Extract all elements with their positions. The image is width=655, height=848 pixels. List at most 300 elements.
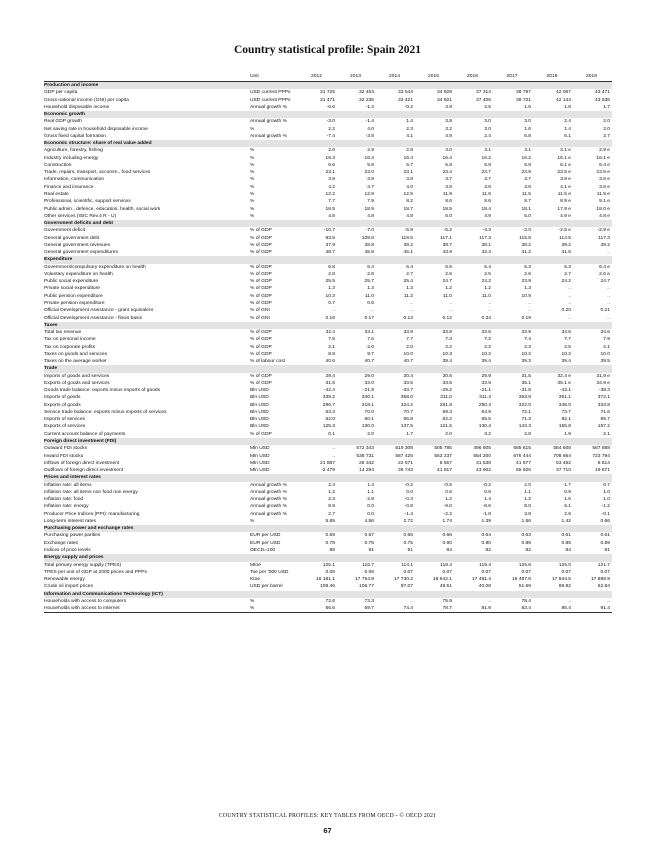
table-row xyxy=(44,518,612,525)
value-cell: 324.2 xyxy=(400,402,413,408)
header-year: 2015 xyxy=(415,73,454,82)
value-cell: 311.0 xyxy=(440,395,452,401)
value-cell: 40.7 xyxy=(364,359,374,365)
table-row xyxy=(44,242,612,249)
value-cell: 73.3 xyxy=(364,598,374,604)
unit-cell: Annual growth % xyxy=(250,133,287,139)
section-title: Prices and interest rates xyxy=(44,474,612,481)
unit-cell: % of GDP xyxy=(250,380,272,386)
value-cell: 49.51 xyxy=(439,584,452,590)
table-row xyxy=(44,351,612,358)
value-cell: 6.8 xyxy=(328,264,335,270)
value-cell: 119.4 xyxy=(479,562,491,568)
value-cell: 0.16 xyxy=(325,315,335,321)
value-cell: 40.7 xyxy=(403,359,413,365)
unit-cell: % xyxy=(250,605,298,613)
value-cell: 41 877 xyxy=(516,460,531,466)
value-cell: 3.8 xyxy=(406,177,413,183)
value-cell: 48.7 xyxy=(325,250,335,256)
value-cell: .. xyxy=(410,300,413,306)
value-cell: -0.2 xyxy=(482,482,491,488)
table-row xyxy=(44,511,612,518)
indicator-cell: Net saving rate in household disposable income xyxy=(44,126,148,132)
value-cell: 2.9 e xyxy=(599,148,610,154)
indicator-cell: Agriculture, forestry, fishing xyxy=(44,148,103,154)
indicator-cell: Government deficit xyxy=(44,228,86,234)
table-row xyxy=(44,300,612,307)
value-cell: 106.77 xyxy=(359,584,374,590)
value-cell: 93.5 xyxy=(325,235,335,241)
indicator-cell: Long-term interest rates xyxy=(44,518,96,524)
indicator-cell: Tax on personal income xyxy=(44,337,96,343)
value-cell: 82.1 xyxy=(561,417,571,423)
value-cell: -0.1 xyxy=(601,511,610,517)
indicator-cell: Finance and insurance xyxy=(44,184,94,190)
value-cell: 23.1 xyxy=(403,170,413,176)
value-cell: 4.9 e xyxy=(560,213,571,219)
unit-cell: Annual growth % xyxy=(250,497,287,503)
value-cell: 16.3 xyxy=(325,155,335,161)
value-cell: .. xyxy=(449,308,452,314)
value-cell: 1.3 xyxy=(328,286,335,292)
value-cell: 109.46 xyxy=(320,584,335,590)
section-row xyxy=(44,365,612,372)
value-cell: 73.7 xyxy=(561,409,571,415)
value-cell: 723 794 xyxy=(592,453,610,459)
unit-cell: % xyxy=(250,598,255,604)
value-cell: 16.4 xyxy=(364,155,374,161)
value-cell: 0.66 xyxy=(600,518,610,524)
value-cell: 0.34 xyxy=(481,315,491,321)
value-cell: 1.42 xyxy=(561,518,571,524)
value-cell: -21.9 xyxy=(362,388,374,394)
value-cell: 78.4 xyxy=(521,598,531,604)
value-cell: 23.0 xyxy=(364,170,374,176)
value-cell: 1.6 xyxy=(564,497,571,503)
value-cell: 143.3 xyxy=(518,424,531,430)
value-cell: -9.0 xyxy=(443,504,452,510)
table-row xyxy=(44,482,612,489)
value-cell: 0.90 xyxy=(442,540,452,546)
value-cell: 4.9 xyxy=(445,133,452,139)
value-cell: 2.3 xyxy=(524,344,531,350)
section-title: Foreign direct investment (FDI) xyxy=(44,438,612,445)
value-cell: 84 xyxy=(565,548,571,553)
unit-cell: Annual growth % xyxy=(250,104,287,110)
section-title: Information and Communications Technology (ICT) xyxy=(44,591,612,598)
value-cell: 3.9 xyxy=(367,177,374,183)
value-cell: 59.3 xyxy=(442,409,452,415)
value-cell: 6.6 xyxy=(328,162,335,168)
table-row xyxy=(44,278,612,285)
value-cell: 39.2 xyxy=(403,242,413,248)
value-cell: 29.0 xyxy=(364,373,374,379)
value-cell: 3.8 xyxy=(524,184,531,190)
value-cell: -2 479 xyxy=(321,468,335,474)
value-cell: -38.3 xyxy=(598,388,610,394)
value-cell: 11.5 xyxy=(521,191,531,197)
table-row xyxy=(44,162,612,169)
value-cell: 38.1 xyxy=(481,242,491,248)
value-cell: 34.9 e xyxy=(596,380,610,386)
table-row xyxy=(44,431,612,438)
value-cell: 17 481.4 xyxy=(471,577,491,583)
value-cell: 24.7 xyxy=(600,279,610,285)
value-cell: 1.6 xyxy=(524,126,531,132)
unit-cell: Bln USD xyxy=(250,409,269,415)
value-cell: 66.8 xyxy=(403,417,413,423)
value-cell: 2.0 xyxy=(367,431,374,437)
value-cell: 29.9 xyxy=(481,373,491,379)
value-cell: 119.5 xyxy=(401,235,413,241)
indicator-cell: Households with access to internet xyxy=(44,605,250,613)
table-row xyxy=(44,249,612,256)
value-cell: 3.8 xyxy=(524,511,531,517)
value-cell: 37 314 xyxy=(476,90,491,96)
value-cell: 41 917 xyxy=(437,468,452,474)
indicator-cell: Outward FDI stocks xyxy=(44,446,87,452)
value-cell: 2.1 xyxy=(603,431,610,437)
value-cell: 1.3 xyxy=(367,286,374,292)
value-cell: 10.2 xyxy=(481,351,491,357)
value-cell: -4.3 xyxy=(482,228,491,234)
value-cell: 23.7 xyxy=(481,170,491,176)
indicator-cell: Exports of services xyxy=(44,424,86,430)
indicator-cell: Public pension expenditure xyxy=(44,293,103,299)
unit-cell: Mln USD xyxy=(250,446,270,452)
value-cell: 1.39 xyxy=(481,518,491,524)
value-cell: 2.9 xyxy=(367,148,374,154)
value-cell: 2.4 xyxy=(564,119,571,125)
indicator-cell: Goods trade balance: exports minus imports of goods xyxy=(44,388,161,394)
table-row xyxy=(44,423,612,430)
header-year: 2012 xyxy=(298,73,337,82)
value-cell: 554 200 xyxy=(473,453,491,459)
value-cell: 587 426 xyxy=(395,453,413,459)
unit-cell: % xyxy=(250,206,255,212)
value-cell: 1.74 xyxy=(442,518,452,524)
value-cell: 0.69 xyxy=(325,533,335,539)
value-cell: .. xyxy=(410,598,413,604)
value-cell: .. xyxy=(607,315,610,321)
value-cell: 4.2 xyxy=(328,184,335,190)
value-cell: 4.1 e xyxy=(560,184,571,190)
section-row xyxy=(44,438,612,445)
value-cell: 115.8 xyxy=(519,235,531,241)
value-cell: 3.1 xyxy=(524,148,531,154)
value-cell: .. xyxy=(607,286,610,292)
value-cell: 4.8 e xyxy=(599,213,610,219)
section-row xyxy=(44,525,612,532)
value-cell: 587 888 xyxy=(592,446,610,452)
value-cell: .. xyxy=(332,446,335,452)
unit-cell: Toe per '000 USD xyxy=(250,569,289,575)
unit-cell: % of GNI xyxy=(250,308,270,314)
section-title: Production and income xyxy=(44,82,612,90)
value-cell: 11.5 e xyxy=(557,191,571,197)
value-cell: 553 237 xyxy=(434,453,452,459)
value-cell: 10.3 xyxy=(442,351,452,357)
value-cell: 0.61 xyxy=(561,533,571,539)
value-cell: 0.07 xyxy=(561,569,571,575)
value-cell: 0.0 xyxy=(367,504,374,510)
value-cell: -33.7 xyxy=(401,388,413,394)
value-cell: 391.1 xyxy=(558,395,571,401)
value-cell: 676 444 xyxy=(513,453,531,459)
table-row xyxy=(44,467,612,474)
value-cell: 42 067 xyxy=(556,90,571,96)
indicator-cell: General government debt xyxy=(44,235,100,241)
indicator-cell: Inflation rate: all items xyxy=(44,482,92,488)
value-cell: 16.2 xyxy=(521,155,531,161)
indicator-cell: Public social expenditure xyxy=(44,279,99,285)
section-row xyxy=(44,82,612,90)
value-cell: 4.8 xyxy=(367,213,374,219)
value-cell: 8.6 xyxy=(445,199,452,205)
value-cell: -7.0 xyxy=(365,228,374,234)
indicator-cell: Inflation rate: all items non food non energy xyxy=(44,489,138,495)
value-cell: 0.9 xyxy=(564,489,571,495)
value-cell: 38.8 xyxy=(364,242,374,248)
value-cell: 25.5 xyxy=(325,279,335,285)
value-cell: 7.2 xyxy=(484,337,491,343)
value-cell: 35.1 e xyxy=(557,380,571,386)
indicator-cell: Taxes on goods and services xyxy=(44,351,108,357)
value-cell: 1.8 xyxy=(564,104,571,110)
value-cell: 64.9 xyxy=(481,409,491,415)
indicator-cell: Taxes on the average worker xyxy=(44,359,107,365)
value-cell: 31 538 xyxy=(476,460,491,466)
value-cell: 53 462 xyxy=(556,460,571,466)
value-cell: 519 308 xyxy=(395,446,413,452)
value-cell: 353.9 xyxy=(518,395,531,401)
unit-cell: % of GDP xyxy=(250,250,272,256)
value-cell: 23.1 xyxy=(325,170,335,176)
value-cell: 17 754.8 xyxy=(354,577,374,583)
value-cell: -3.0 xyxy=(326,119,335,125)
value-cell: 116.7 xyxy=(362,562,374,568)
unit-cell: % of GDP xyxy=(250,431,272,437)
value-cell: 3.2 xyxy=(445,126,452,132)
value-cell: 30.4 xyxy=(403,373,413,379)
value-cell: 6.1 xyxy=(564,133,571,139)
unit-cell: Bln USD xyxy=(250,417,269,423)
value-cell: .. xyxy=(332,308,335,314)
unit-cell: % xyxy=(250,199,255,205)
unit-cell: Mln USD xyxy=(250,468,270,474)
table-row xyxy=(44,583,612,590)
value-cell: 8.0 xyxy=(524,504,531,510)
value-cell: 16 181.1 xyxy=(315,577,335,583)
value-cell: 0.67 xyxy=(364,533,374,539)
indicator-cell: Imports of services xyxy=(44,417,86,423)
unit-cell: % xyxy=(250,162,255,168)
table-row xyxy=(44,315,612,322)
indicator-cell: Official Development Assistance - flows basis xyxy=(44,315,143,321)
value-cell: 2.6 xyxy=(445,271,452,277)
table-row xyxy=(44,169,612,176)
value-cell: 33.9 xyxy=(403,330,413,336)
value-cell: 0.13 xyxy=(403,315,413,321)
value-cell: 75.9 xyxy=(442,598,452,604)
value-cell: -2.2 xyxy=(443,511,452,517)
value-cell: 2.6 xyxy=(524,271,531,277)
value-cell: -5.9 xyxy=(404,228,413,234)
section-row xyxy=(44,322,612,329)
value-cell: 5.9 xyxy=(484,162,491,168)
value-cell: 43 902 xyxy=(476,468,491,474)
value-cell: 2.2 xyxy=(328,126,335,132)
indicator-cell: Purchasing power parities xyxy=(44,533,101,539)
value-cell: 2.4 xyxy=(328,482,335,488)
value-cell: 86.4 xyxy=(533,605,573,613)
value-cell: 117.3 xyxy=(479,235,491,241)
value-cell: 72.6 xyxy=(325,598,335,604)
table-body xyxy=(44,82,612,613)
value-cell: 0.8 xyxy=(484,489,491,495)
value-cell: 10.2 xyxy=(561,351,571,357)
value-cell: 1.1 xyxy=(367,489,374,495)
value-cell: 4.8 xyxy=(328,213,335,219)
unit-cell: Ktoe xyxy=(250,577,261,583)
indicator-cell: Private pension expenditure xyxy=(44,300,105,306)
unit-cell: % xyxy=(250,191,255,197)
value-cell: 3.7 xyxy=(367,184,374,190)
value-cell: 585 615 xyxy=(513,446,531,452)
value-cell: 39.4 xyxy=(561,359,571,365)
value-cell: 0.7 xyxy=(603,482,610,488)
value-cell: 31 471 xyxy=(320,97,335,103)
value-cell: 60.1 xyxy=(364,417,374,423)
value-cell: 18.1 xyxy=(521,206,531,212)
value-cell: 5.8 xyxy=(445,162,452,168)
value-cell: 24.7 xyxy=(442,279,452,285)
value-cell: 33.6 xyxy=(442,380,452,386)
value-cell: -1.2 xyxy=(601,504,610,510)
value-cell: 0.85 xyxy=(561,540,571,546)
value-cell: 84 xyxy=(446,548,452,553)
value-cell: 339.2 xyxy=(322,395,335,401)
value-cell: 1.4 xyxy=(484,497,491,503)
section-row xyxy=(44,474,612,481)
value-cell: 35.1 xyxy=(521,380,531,386)
value-cell: 0.89 xyxy=(600,540,610,546)
value-cell: 2.2 xyxy=(445,344,452,350)
value-cell: 2.7 xyxy=(328,511,335,517)
unit-cell: % of GDP xyxy=(250,286,272,292)
value-cell: 8.7 xyxy=(524,199,531,205)
value-cell: 42.4 xyxy=(481,250,491,256)
table-row xyxy=(44,576,612,583)
value-cell: 85.7 xyxy=(600,417,610,423)
value-cell: 11.2 xyxy=(403,293,413,299)
unit-cell: Bln USD xyxy=(250,402,269,408)
indicator-cell: Construction xyxy=(44,162,72,168)
unit-cell: % of GDP xyxy=(250,279,272,285)
value-cell: 7.7 xyxy=(564,337,571,343)
value-cell: 10.0 xyxy=(600,351,610,357)
table-row xyxy=(44,264,612,271)
value-cell: 5.85 xyxy=(325,518,335,524)
table-row xyxy=(44,503,612,510)
value-cell: 6.5 xyxy=(445,264,452,270)
value-cell: 1.7 xyxy=(564,482,571,488)
value-cell: 0.66 xyxy=(442,533,452,539)
value-cell: 21 887 xyxy=(320,460,335,466)
unit-cell: % xyxy=(250,184,255,190)
value-cell: 37 710 xyxy=(556,468,571,474)
table-row xyxy=(44,176,612,183)
value-cell: 39.2 xyxy=(561,242,571,248)
value-cell: 125.6 xyxy=(518,562,531,568)
value-cell: 2.7 xyxy=(564,271,571,277)
value-cell: 33.0 xyxy=(364,380,374,386)
value-cell: 117.3 xyxy=(598,235,610,241)
value-cell: -2.9 e xyxy=(597,228,610,234)
value-cell: .. xyxy=(568,300,571,306)
value-cell: 2.6 e xyxy=(599,271,610,277)
value-cell: 6.1 e xyxy=(560,162,571,168)
table-row xyxy=(44,496,612,503)
value-cell: .. xyxy=(568,293,571,299)
value-cell: 39.4 xyxy=(481,359,491,365)
value-cell: 34 929 xyxy=(437,90,452,96)
value-cell: 23.9 xyxy=(521,170,531,176)
value-cell: 1.6 xyxy=(524,104,531,110)
value-cell: 322.0 xyxy=(518,402,531,408)
value-cell: 11.6 xyxy=(481,191,491,197)
value-cell: 130.4 xyxy=(478,424,491,430)
header-year: 2019 xyxy=(573,73,612,82)
value-cell: 39.4 xyxy=(442,359,452,365)
value-cell: 1.7 xyxy=(406,431,413,437)
unit-cell: Bln USD xyxy=(250,424,269,430)
value-cell: 66.6 xyxy=(298,605,337,613)
value-cell: 41.2 xyxy=(521,250,531,256)
value-cell: 17 898.9 xyxy=(590,577,610,583)
unit-cell: EUR per USD xyxy=(250,533,281,539)
value-cell: 70.0 xyxy=(364,409,374,415)
value-cell: 6.4 e xyxy=(599,264,610,270)
section-row xyxy=(44,140,612,147)
value-cell: 1.1 xyxy=(524,489,531,495)
value-cell: 11.9 xyxy=(442,191,452,197)
value-cell: 2.5 xyxy=(564,344,571,350)
value-cell: .. xyxy=(607,598,610,604)
value-cell: 2.0 xyxy=(445,431,452,437)
table-row xyxy=(44,293,612,300)
value-cell: 1.2 xyxy=(524,497,531,503)
value-cell: 40.08 xyxy=(478,584,491,590)
value-cell: 65.5 xyxy=(481,417,491,423)
value-cell: 36 743 xyxy=(398,468,413,474)
value-cell: .. xyxy=(371,308,374,314)
value-cell: 5.7 xyxy=(406,162,413,168)
table-row xyxy=(44,394,612,401)
value-cell: 8 557 xyxy=(439,460,452,466)
indicator-cell: Real estate xyxy=(44,191,69,197)
value-cell: 4.9 xyxy=(484,213,491,219)
value-cell: 91 xyxy=(368,548,374,553)
value-cell: 45.1 xyxy=(403,250,413,256)
value-cell: 32 236 xyxy=(359,97,374,103)
value-cell: 584 608 xyxy=(553,446,571,452)
table-row xyxy=(44,453,612,460)
value-cell: -1.4 xyxy=(404,511,413,517)
value-cell: 125.3 xyxy=(322,424,335,430)
value-cell: 0.5 xyxy=(445,489,452,495)
table-row xyxy=(44,184,612,191)
